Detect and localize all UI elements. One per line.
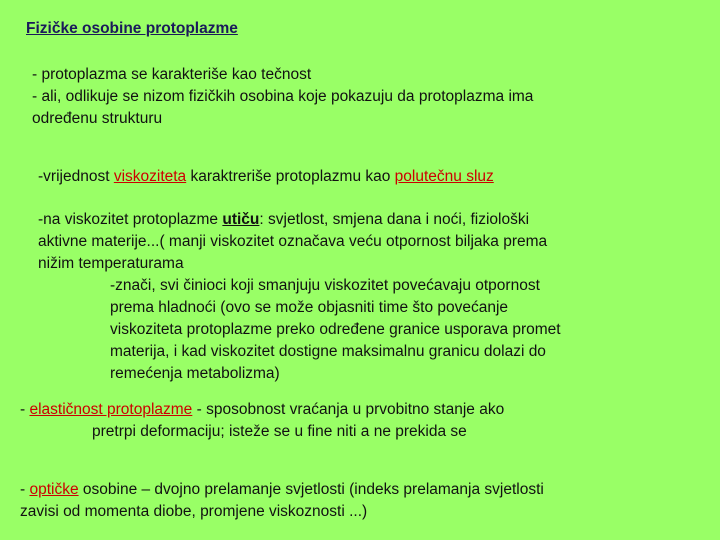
elasticity-pre: - [20, 401, 30, 418]
viscosity-mid: karaktreriše protoplazmu kao [186, 168, 395, 185]
factors-bold: utiču [222, 211, 260, 228]
optical-post: osobine – dvojno prelamanje svjetlosti (indeks prelamanja svjetlosti [78, 481, 544, 498]
factors-line-5: prema hladnoći (ovo se može objasniti time što povećanje [110, 299, 509, 316]
elasticity-post: - sposobnost vraćanja u prvobitno stanje ako [192, 401, 505, 418]
elasticity-line-1 [20, 399, 680, 421]
optical-block [20, 479, 700, 523]
intro-line-3: određenu strukturu [32, 110, 163, 127]
viscosity-line [38, 166, 698, 188]
semi-liquid-term: polutečnu sluz [394, 168, 494, 185]
optical-line-2: zavisi od momenta diobe, promjene viskoznosti ...) [20, 503, 368, 520]
intro-block [32, 64, 692, 130]
factors-line-2: aktivne materije...( manji viskozitet označava veću otpornost biljaka prema [38, 233, 548, 250]
optical-line-1 [20, 479, 700, 501]
viscosity-term: viskoziteta [113, 168, 187, 185]
elasticity-block [20, 399, 680, 443]
viscosity-factors-block [38, 209, 658, 385]
factors-line-6: viskoziteta protoplazme preko određene granice usporava promet [110, 321, 561, 338]
elasticity-line-2: pretrpi deformaciju; isteže se u fine niti a ne prekida se [92, 423, 467, 440]
factors-line-8: remećenja metabolizma) [110, 365, 280, 382]
intro-line-2: - ali, odlikuje se nizom fizičkih osobina koje pokazuju da protoplazma ima [32, 88, 534, 105]
factors-pre: -na viskozitet protoplazme [38, 211, 223, 228]
factors-indent [110, 275, 658, 385]
factors-line-4: -znači, svi činioci koji smanjuju viskozitet povećavaju otpornost [110, 277, 540, 294]
slide-title: Fizičke osobine protoplazme [26, 20, 238, 37]
factors-line-3: nižim temperaturama [38, 255, 184, 272]
elasticity-term: elastičnost protoplazme [29, 401, 193, 418]
factors-post: : svjetlost, smjena dana i noći, fiziološki [259, 211, 530, 228]
optical-term: optičke [29, 481, 79, 498]
optical-pre: - [20, 481, 30, 498]
factors-line-1 [38, 209, 658, 231]
viscosity-pre: -vrijednost [38, 168, 114, 185]
intro-line-1: - protoplazma se karakteriše kao tečnost [32, 66, 312, 83]
viscosity-block [38, 166, 698, 188]
factors-line-7: materija, i kad viskozitet dostigne maksimalnu granicu dolazi do [110, 343, 546, 360]
